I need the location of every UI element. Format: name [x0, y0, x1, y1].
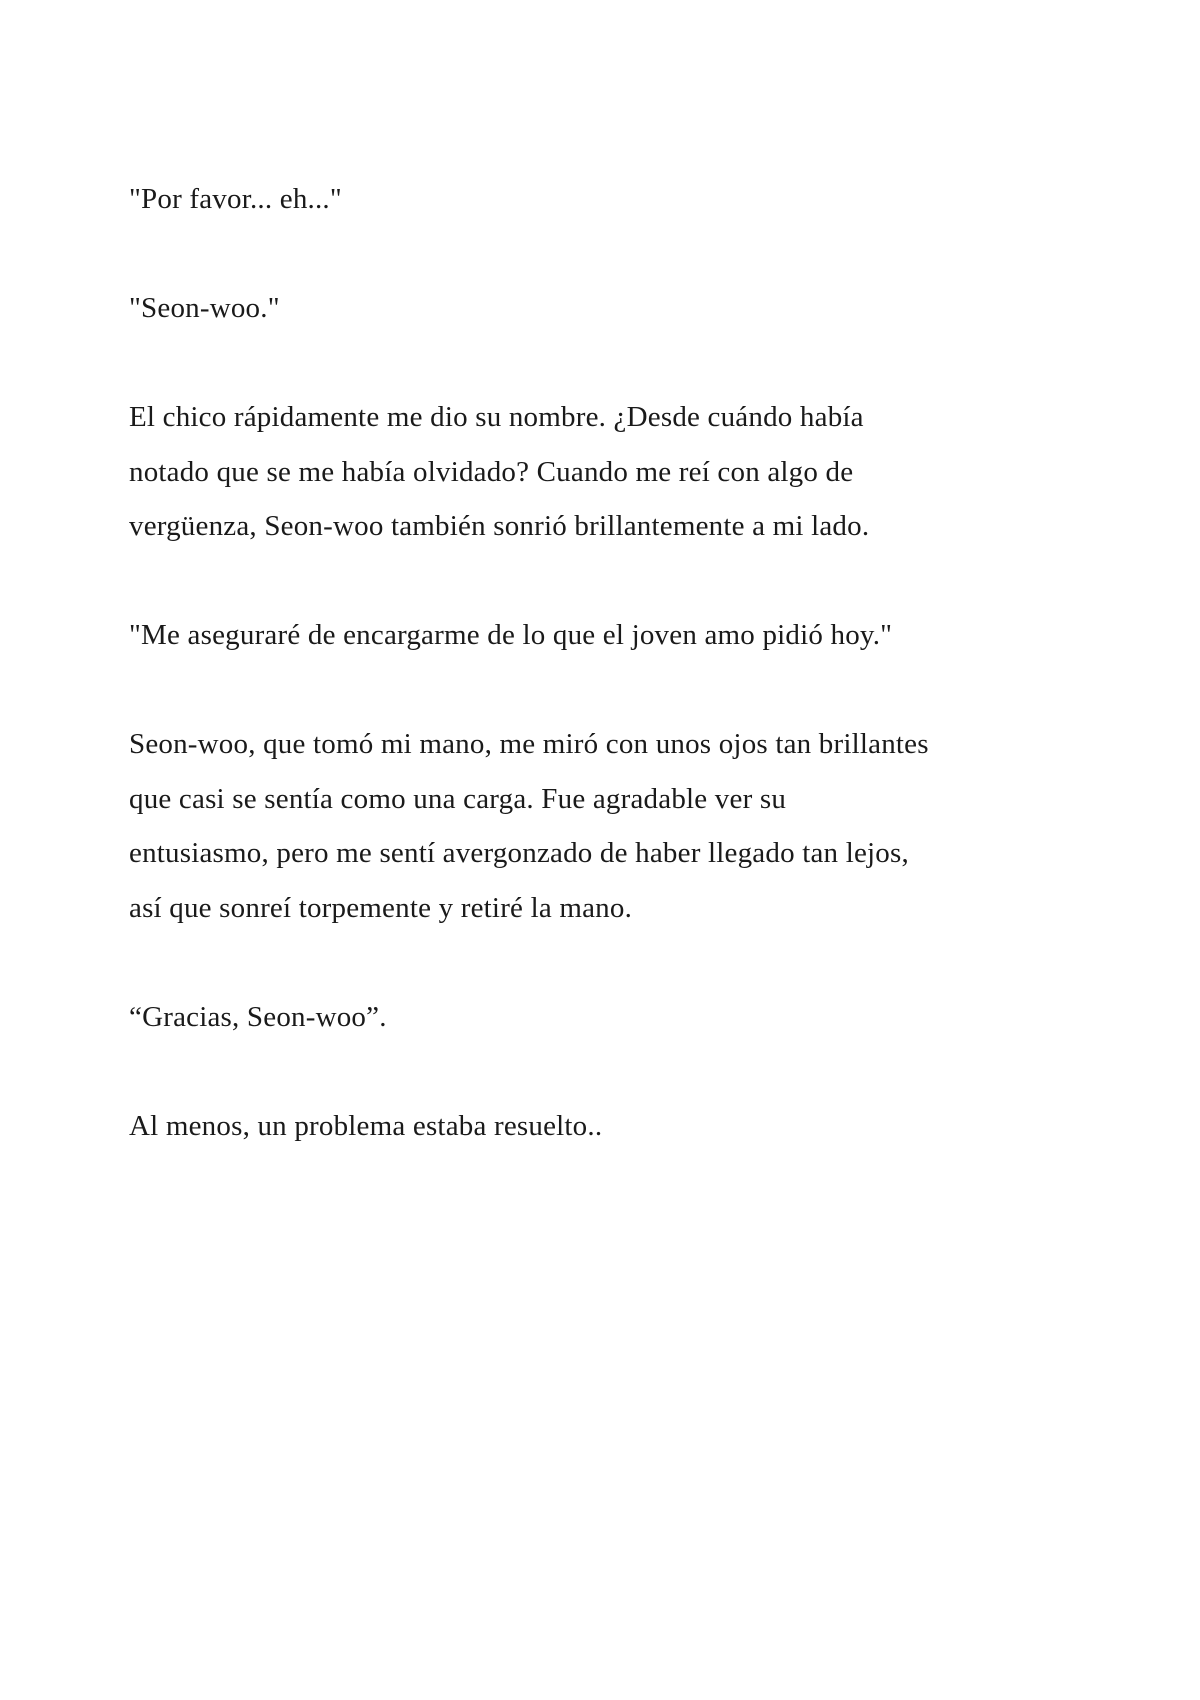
- paragraph-dialogue-4: [129, 990, 1089, 1045]
- text-line: “Gracias, Seon-woo”.: [129, 1000, 387, 1033]
- text-line: notado que se me había olvidado? Cuando me reí con algo de: [129, 455, 854, 488]
- text-line: Seon-woo, que tomó mi mano, me miró con unos ojos tan brillantes: [129, 728, 929, 760]
- text-line: Al menos, un problema estaba resuelto..: [129, 1109, 603, 1142]
- paragraph-narration-2: [129, 717, 1089, 935]
- paragraph-narration-1: [129, 390, 1089, 554]
- text-line: entusiasmo, pero me sentí avergonzado de haber llegado tan lejos,: [129, 837, 909, 869]
- paragraph-dialogue-2: [129, 281, 1089, 336]
- document-page: [129, 172, 1089, 1208]
- text-line: "Seon-woo.": [129, 292, 280, 324]
- text-line: vergüenza, Seon-woo también sonrió brillantemente a mi lado.: [129, 510, 870, 542]
- paragraph-dialogue-3: [129, 608, 1089, 663]
- paragraph-narration-3: [129, 1099, 1089, 1154]
- text-line: así que sonreí torpemente y retiré la mano.: [129, 891, 633, 924]
- text-line: "Por favor... eh...": [129, 183, 342, 215]
- text-line: "Me aseguraré de encargarme de lo que el joven amo pidió hoy.": [129, 619, 893, 651]
- text-line: que casi se sentía como una carga. Fue agradable ver su: [129, 782, 787, 815]
- text-line: El chico rápidamente me dio su nombre. ¿Desde cuándo había: [129, 401, 864, 433]
- paragraph-dialogue-1: [129, 172, 1089, 227]
